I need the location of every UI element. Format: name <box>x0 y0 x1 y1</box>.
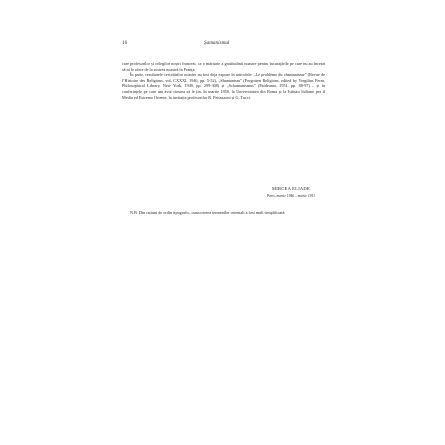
paragraph: În parte, rezultatele cercetărilor noastre au fost deja expuse în articolele: „Le problème du chamanisme” (Revue de l’Histoire des Religions, vol. CXXXI, 1946, pp. 5-52), „Shamanism” (Forgotten Religions, edited by Vergilius Ferm, Philosophical Library, New York, 1949, pp. 299-308) și „Schamanismus” (Paideuma, 1951, pp. 88-97) – și în conferințele pe care am avut cinstea să le țin, în martie 1950, la Universitatea din Roma și la Istituto Italiano per il Medio ed Estremo Oriente, la invitația profesorilor R. Pettazzoni și G. Tucci. <box>122 72 325 100</box>
body-text <box>122 61 325 100</box>
signature-date: Paris, martie 1946 – martie 1951 <box>266 194 316 198</box>
running-title: Șamanismul <box>204 40 230 46</box>
author-name: MIRCEA ELIADE <box>272 186 310 191</box>
page-number: 16 <box>122 40 128 46</box>
signature-block <box>256 186 326 198</box>
typographic-note: N.B. Din rațiuni de ordin tipografic, transcrierea termenilor orientali a fost mult simplificată. <box>130 210 286 215</box>
paragraph: care profesorilor și colegilor noștri francezi, ca o mărturie a gratitudinii noastre pentru încurajările pe care nu au încetat să ni le ofere de la sosirea noastră în Franța. <box>122 61 325 72</box>
running-head <box>122 40 322 50</box>
